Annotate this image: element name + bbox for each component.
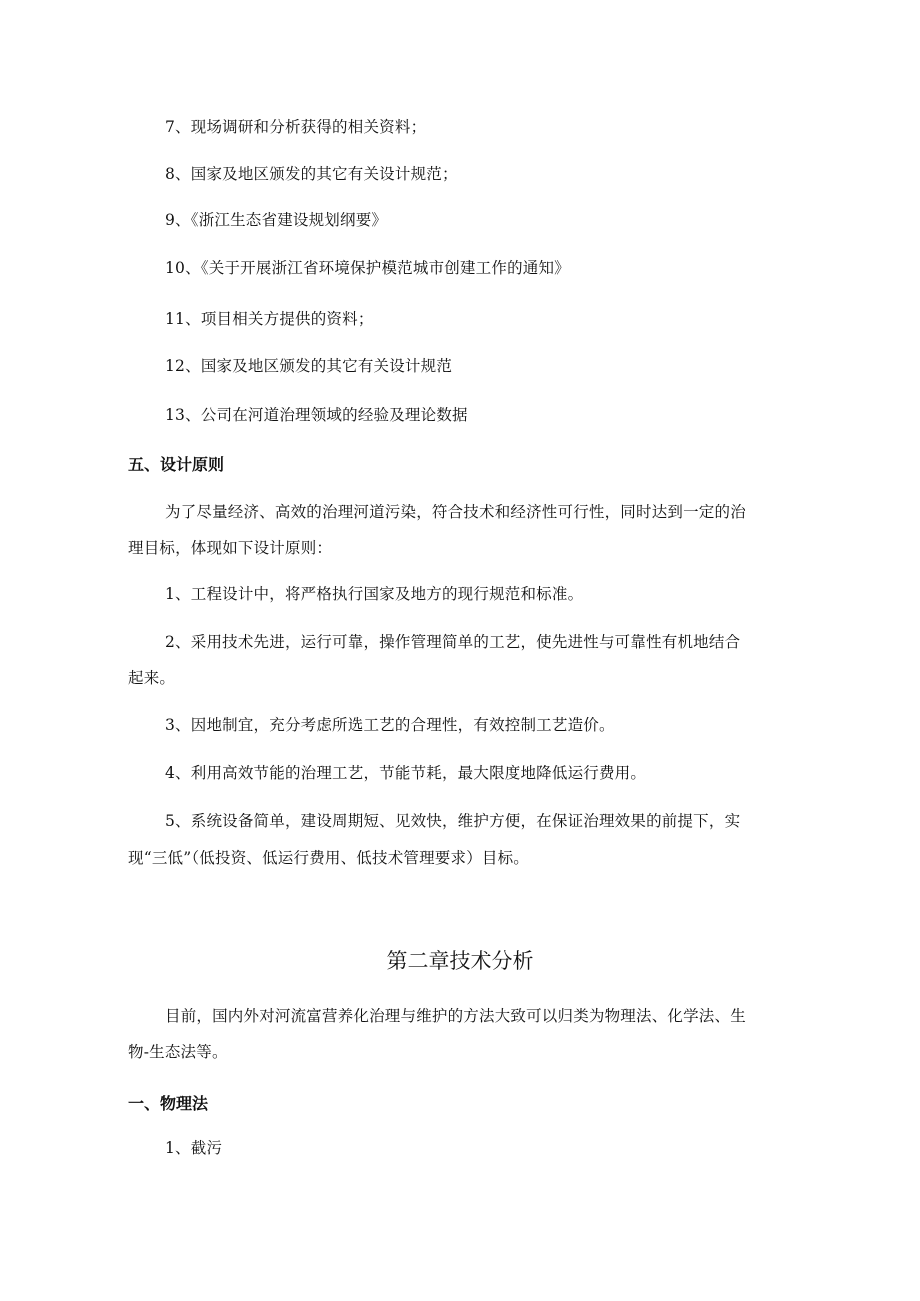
reference-item-9: 9、《浙江生态省建设规划纲要》 bbox=[165, 211, 388, 229]
chapter-intro-line2: 物-生态法等。 bbox=[128, 1043, 228, 1061]
reference-item-7: 7、现场调研和分析获得的相关资料； bbox=[165, 118, 427, 136]
principle-item-4: 4、利用高效节能的治理工艺，节能节耗，最大限度地降低运行费用。 bbox=[165, 764, 647, 782]
principle-item-5-line2: 现“三低”（低投资、低运行费用、低技术管理要求）目标。 bbox=[128, 849, 529, 867]
reference-item-13: 13、公司在河道治理领域的经验及理论数据 bbox=[165, 406, 468, 424]
chapter-title: 第二章技术分析 bbox=[386, 949, 534, 973]
reference-item-11: 11、项目相关方提供的资料； bbox=[165, 310, 374, 328]
physical-method-item-1: 1、截污 bbox=[165, 1139, 223, 1157]
section-heading-physical-method: 一、物理法 bbox=[128, 1094, 209, 1113]
principle-item-2-line2: 起来。 bbox=[128, 669, 176, 687]
reference-item-8: 8、国家及地区颁发的其它有关设计规范； bbox=[165, 165, 458, 183]
principle-item-5-line1: 5、系统设备简单，建设周期短、见效快，维护方便，在保证治理效果的前提下，实 bbox=[165, 812, 741, 830]
reference-item-10: 10、《关于开展浙江省环境保护模范城市创建工作的通知》 bbox=[165, 259, 570, 277]
principle-item-1: 1、工程设计中，将严格执行国家及地方的现行规范和标准。 bbox=[165, 585, 584, 603]
principle-item-3: 3、因地制宜，充分考虑所选工艺的合理性，有效控制工艺造价。 bbox=[165, 716, 615, 734]
design-principles-intro-line1: 为了尽量经济、高效的治理河道污染，符合技术和经济性可行性，同时达到一定的治 bbox=[165, 503, 746, 521]
design-principles-intro-line2: 理目标，体现如下设计原则： bbox=[128, 539, 333, 557]
section-heading-design-principles: 五、设计原则 bbox=[128, 455, 225, 474]
principle-item-2-line1: 2、采用技术先进，运行可靠，操作管理简单的工艺，使先进性与可靠性有机地结合 bbox=[165, 633, 741, 651]
reference-item-12: 12、国家及地区颁发的其它有关设计规范 bbox=[165, 357, 453, 375]
chapter-intro-line1: 目前，国内外对河流富营养化治理与维护的方法大致可以归类为物理法、化学法、生 bbox=[165, 1007, 746, 1025]
